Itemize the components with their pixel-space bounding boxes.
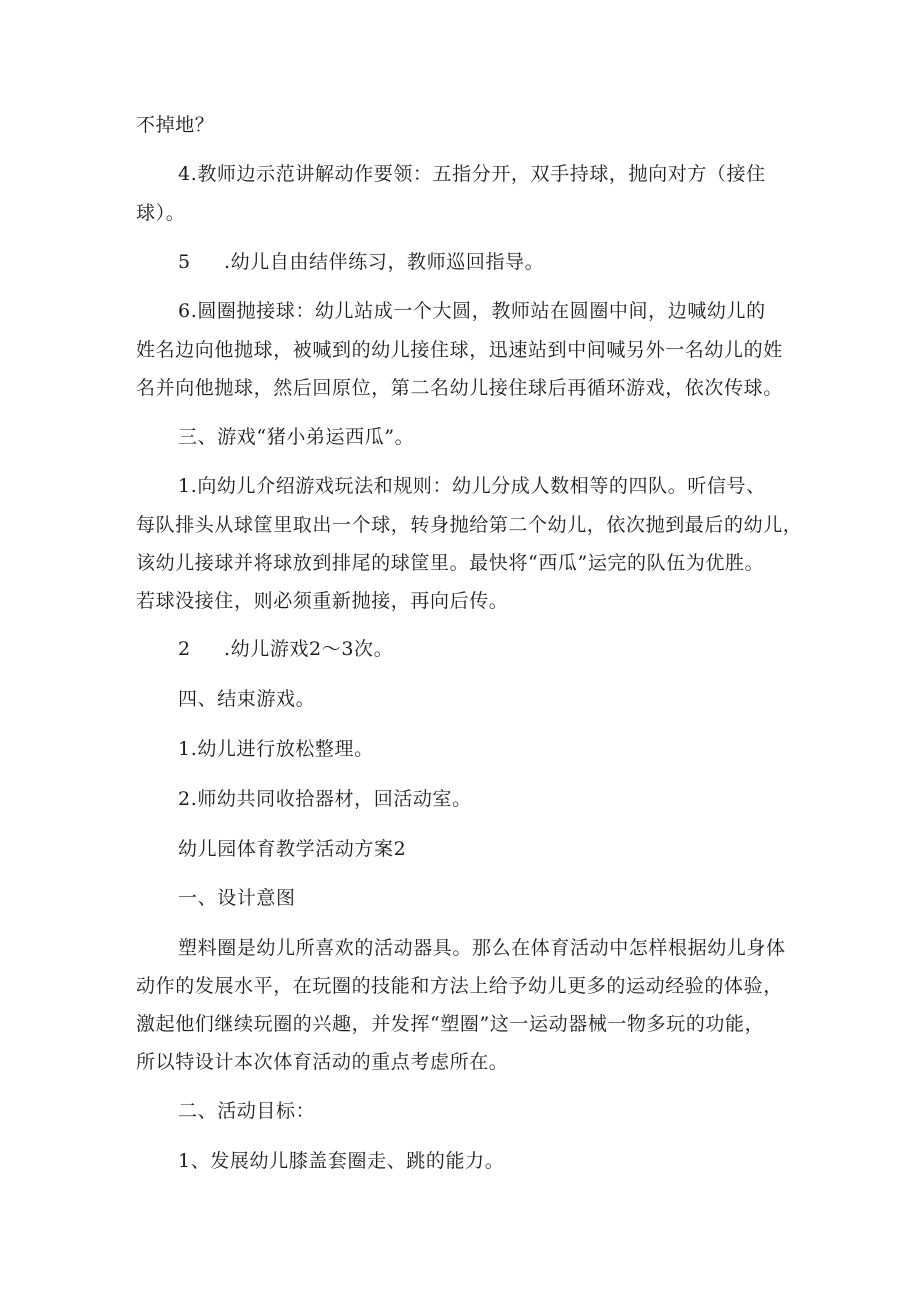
text-line: 1、发展幼儿膝盖套圈走、跳的能力。 — [178, 1150, 505, 1172]
section-heading: 一、设计意图 — [178, 887, 296, 909]
text-line: 1.向幼儿介绍游戏玩法和规则：幼儿分成人数相等的四队。听信号、 — [178, 475, 766, 497]
list-number: 2 — [178, 638, 191, 660]
text-line: 该幼儿接球并将球放到排尾的球筐里。最快将“西瓜”运完的队伍为优胜。 — [136, 552, 765, 574]
list-item — [178, 250, 544, 274]
list-number: 5 — [178, 251, 191, 273]
document-title: 幼儿园体育教学活动方案2 — [178, 838, 407, 860]
text-line: 2.师幼共同收拾器材，回活动室。 — [178, 788, 472, 810]
section-heading: 四、结束游戏。 — [178, 688, 316, 710]
section-heading: 三、游戏“猪小弟运西瓜”。 — [178, 426, 415, 448]
text-line: 所以特设计本次体育活动的重点考虑所在。 — [136, 1051, 509, 1073]
text-line: 6.圆圈抛接球：幼儿站成一个大圆，教师站在圆圈中间，边喊幼儿的 — [178, 300, 766, 322]
text-line: 若球没接住，则必须重新抛接，再向后传。 — [136, 590, 509, 612]
text-line: 球）。 — [136, 202, 186, 224]
text-line: 动作的发展水平，在玩圈的技能和方法上给予幼儿更多的运动经验的体验， — [136, 975, 783, 997]
section-heading: 二、活动目标： — [178, 1100, 316, 1122]
text-line: 姓名边向他抛球，被喊到的幼儿接住球，迅速站到中间喊另外一名幼儿的姓 — [136, 339, 783, 361]
text-line: 名并向他抛球，然后回原位，第二名幼儿接住球后再循环游戏，依次传球。 — [136, 377, 783, 399]
text-line: 塑料圈是幼儿所喜欢的活动器具。那么在体育活动中怎样根据幼儿身体 — [178, 937, 786, 959]
text-line: 不掉地？ — [136, 114, 215, 136]
text-line: 1.幼儿进行放松整理。 — [178, 738, 374, 760]
text-line: 每队排头从球筐里取出一个球，转身抛给第二个幼儿，依次抛到最后的幼儿， — [136, 514, 803, 536]
list-text: .幼儿游戏2〜3次。 — [224, 638, 394, 660]
text-line: 4.教师边示范讲解动作要领：五指分开，双手持球，抛向对方（接住 — [178, 163, 766, 185]
list-text: .幼儿自由结伴练习，教师巡回指导。 — [224, 251, 545, 273]
list-item — [178, 637, 393, 661]
text-line: 激起他们继续玩圈的兴趣，并发挥“塑圈”这一运动器械一物多玩的功能， — [136, 1013, 765, 1035]
